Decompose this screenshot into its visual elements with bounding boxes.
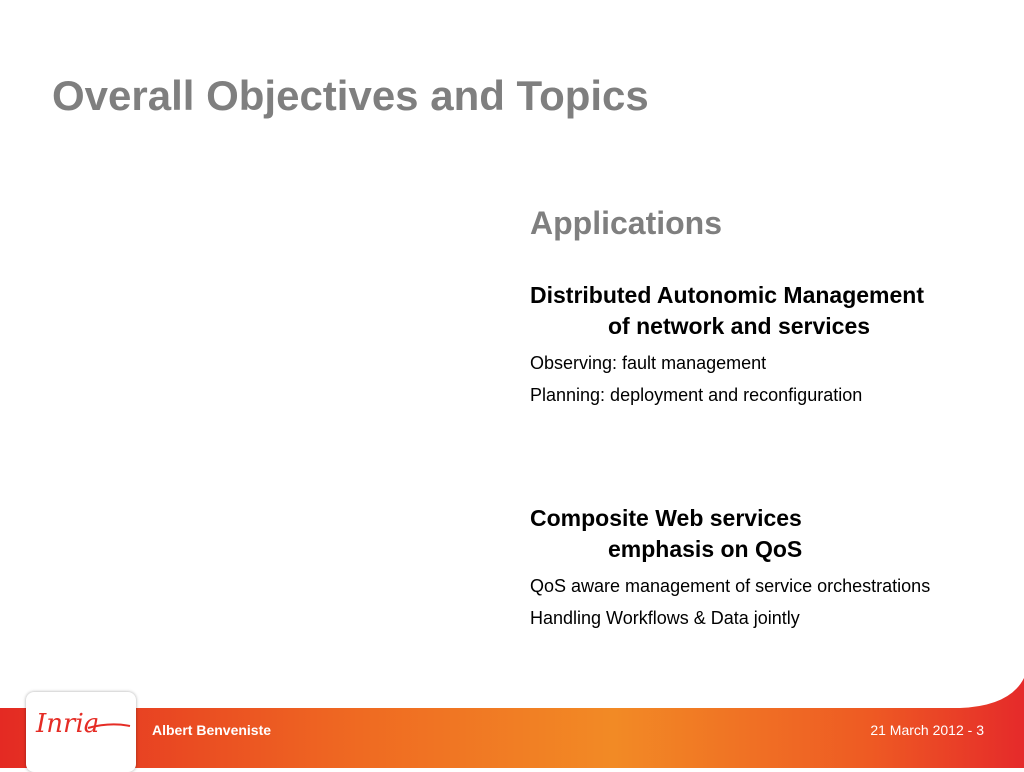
footer-separator: -	[963, 722, 977, 738]
topic-heading-line2: of network and services	[608, 313, 871, 339]
topic-item: QoS aware management of service orchestrations	[530, 576, 931, 596]
inria-logo	[26, 692, 136, 772]
section-title: Applications	[530, 205, 723, 241]
topic-item: Observing: fault management	[530, 353, 767, 373]
footer-date-page	[870, 722, 984, 738]
topic-heading-line1: Composite Web services	[530, 505, 802, 531]
topic-block-network	[530, 280, 924, 406]
topic-item: Handling Workflows & Data jointly	[530, 608, 800, 628]
topic-heading	[530, 503, 930, 565]
footer-date: 21 March 2012	[870, 722, 964, 738]
topic-heading-line1: Distributed Autonomic Management	[530, 282, 924, 308]
topic-block-web-services	[530, 503, 930, 629]
inria-logo-mark	[32, 704, 132, 744]
footer-author: Albert Benveniste	[152, 722, 272, 738]
page-number: 3	[976, 722, 984, 738]
topic-item: Planning: deployment and reconfiguration	[530, 385, 863, 405]
slide-title: Overall Objectives and Topics	[52, 72, 649, 119]
topic-heading	[530, 280, 924, 342]
footer-band	[0, 678, 1024, 768]
svg-text:Inria: Inria	[36, 709, 100, 739]
topic-heading-line2: emphasis on QoS	[608, 536, 803, 562]
content-area	[530, 205, 1000, 628]
